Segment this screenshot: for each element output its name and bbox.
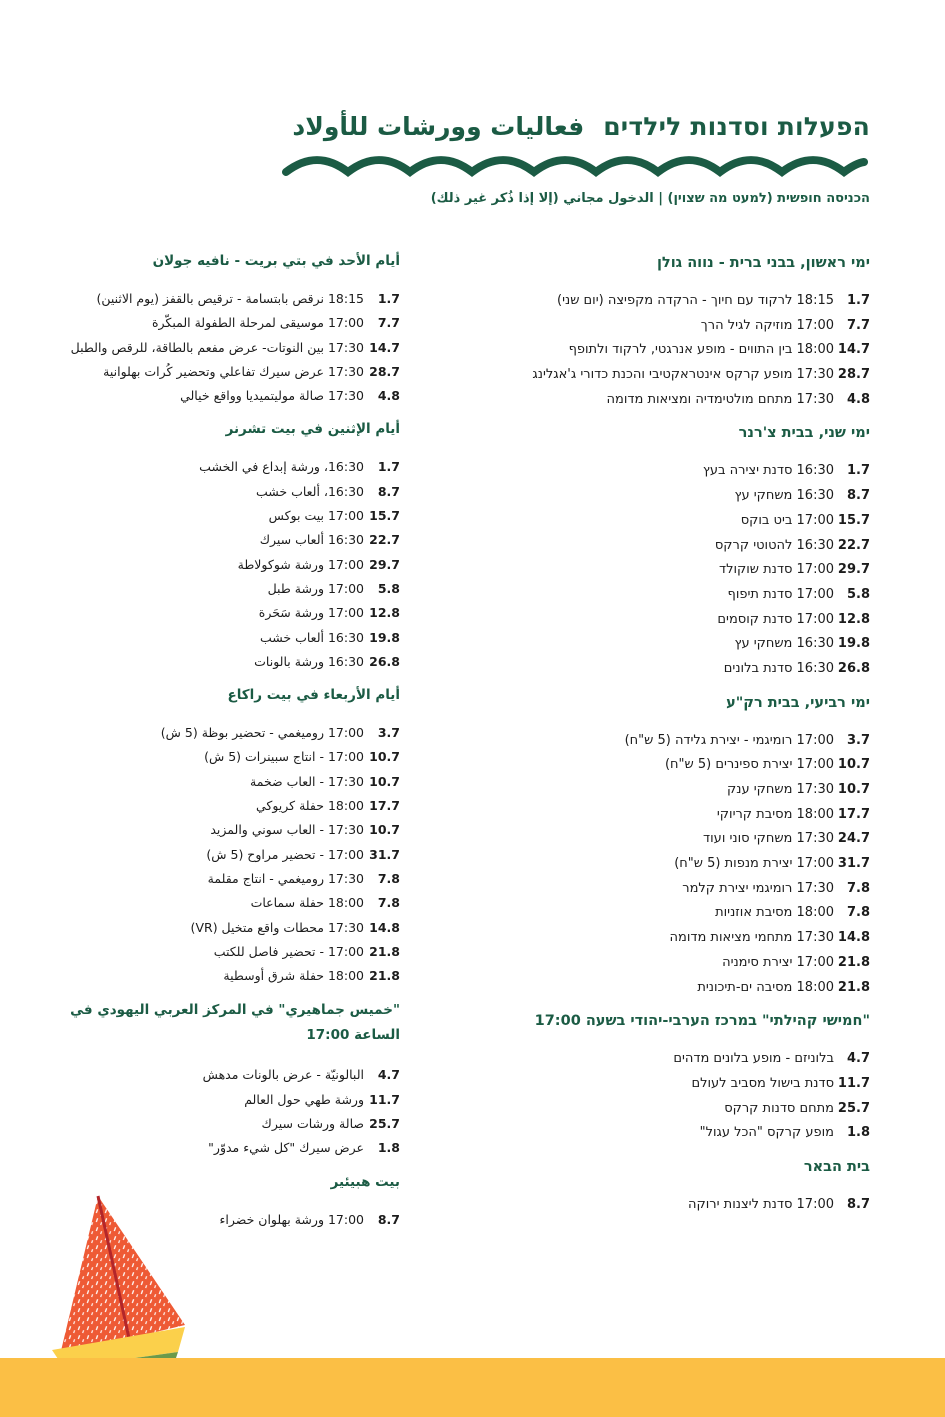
schedule-row xyxy=(470,976,870,1001)
event-date: 26.8 xyxy=(369,653,400,669)
arabic-column xyxy=(35,250,400,1242)
event-description: 17:00 סדנת קוסמים xyxy=(717,611,834,627)
bottom-color-band xyxy=(0,1358,945,1417)
schedule-row xyxy=(470,363,870,388)
section-title: أيام الإثنين في بيت تشرنر xyxy=(225,421,400,438)
event-date: 11.7 xyxy=(837,1075,870,1091)
event-date: 3.7 xyxy=(377,725,400,741)
event-date: 10.7 xyxy=(369,749,400,765)
event-description: 17:00 ورشة سَحَرة xyxy=(258,605,364,621)
event-date: 10.7 xyxy=(837,757,870,773)
event-description: 16:30 ألعاب خشب xyxy=(259,629,364,645)
section-title: بيت هبيئير xyxy=(330,1173,400,1190)
event-description: 16:30 משחקי עץ xyxy=(734,488,834,504)
event-description: ورشة طهي حول العالم xyxy=(244,1091,364,1107)
schedule-row xyxy=(470,827,870,852)
event-description: 18:00 حفلة سماعات xyxy=(250,895,364,911)
event-description: 17:30 מתחם מולטימדיה ומציאות מדומה xyxy=(606,391,834,407)
event-description: 17:00 מוזיקה לגיל הרך xyxy=(700,317,834,333)
event-description: 16:30، ألعاب خشب xyxy=(255,483,364,499)
event-date: 3.7 xyxy=(846,732,870,748)
section-title: ימי ראשון, בבני ברית - נווה גולן xyxy=(656,255,870,271)
event-date: 4.8 xyxy=(846,391,870,407)
entry-note: הכניסה חופשית (למעט מה שצוין) | الدخول مجاني (إلا إذا ذُكر غير ذلك) xyxy=(430,191,870,206)
event-description: صالة ورشات سيرك xyxy=(261,1116,364,1132)
event-date: 11.7 xyxy=(369,1091,400,1107)
event-date: 26.8 xyxy=(837,660,870,676)
event-description: 18:15 نرقص بابتسامة - ترقيص بالقفز (يوم الاثنين) xyxy=(96,291,364,306)
event-date: 7.7 xyxy=(377,315,400,331)
event-date: 8.7 xyxy=(377,483,400,499)
event-description: 18:00 בין התווים - מופע אנרגטי, לרקוד ולתופף xyxy=(568,342,834,358)
event-date: 10.7 xyxy=(837,782,870,797)
event-description: 17:00 - تحضير فاصل للكتب xyxy=(213,943,364,959)
section-title: أيام الأربعاء في بيت راكاع xyxy=(227,687,400,704)
event-description: 17:30 מופע קרקס אינטראקטיבי והכנת כדורי ג'אגלינג xyxy=(532,367,834,383)
schedule-row xyxy=(470,901,870,926)
event-description: בלוניזם - מופע בלונים מדהים xyxy=(673,1051,834,1067)
event-date: 22.7 xyxy=(837,537,870,553)
schedule-section xyxy=(470,1010,870,1146)
event-description: 18:00 מסיבת קריוקי xyxy=(716,806,834,822)
schedule-row xyxy=(470,459,870,484)
event-description: 17:30 - العاب سوني والمزيد xyxy=(210,822,364,838)
event-date: 21.8 xyxy=(837,979,870,995)
page-title xyxy=(70,112,870,141)
event-description: 17:30 רומיגמי יצירת קלמר xyxy=(682,880,834,896)
event-description: 18:15 לרקוד עם חיוך - הרקדה מקפיצה (יום שני) xyxy=(557,293,834,308)
event-description: 17:30 - العاب ضخمة xyxy=(250,773,364,789)
schedule-row xyxy=(35,577,400,601)
event-description: 18:00 מסיבת אוזניות xyxy=(715,905,834,921)
event-description: 17:00 סדנת תיפוף xyxy=(727,586,834,602)
schedule-row xyxy=(35,940,400,964)
schedule-section xyxy=(470,1156,870,1218)
schedule-row xyxy=(470,1121,870,1146)
event-description: 17:00 بيت بوكس xyxy=(268,508,364,524)
schedule-row xyxy=(470,1047,870,1072)
event-date: 7.8 xyxy=(377,895,400,911)
schedule-row xyxy=(35,818,400,842)
event-date: 8.7 xyxy=(846,488,870,504)
event-date: 31.7 xyxy=(837,856,870,872)
schedule-row xyxy=(470,608,870,633)
event-description: 17:00 יצירת מנפות (5 ש"ח) xyxy=(674,856,834,872)
schedule-row xyxy=(35,528,400,552)
event-description: عرض سيرك "كل شيء مدوّر" xyxy=(208,1140,364,1156)
event-date: 12.8 xyxy=(369,605,400,621)
schedule-row xyxy=(470,534,870,559)
event-date: 10.7 xyxy=(369,822,400,838)
event-date: 1.7 xyxy=(377,291,400,306)
schedule-row xyxy=(470,583,870,608)
event-description: 17:00 ورشة بهلوان خضراء xyxy=(219,1211,364,1227)
event-description: 17:30 عرض سيرك تفاعلي وتحضير كُرات بهلوانية xyxy=(103,363,364,379)
event-date: 14.8 xyxy=(369,919,400,935)
schedule-row xyxy=(470,951,870,976)
event-description: 17:00 סדנת שוקולד xyxy=(718,562,834,578)
event-date: 22.7 xyxy=(369,532,400,548)
title-hebrew: הפעלות וסדנות לילדים xyxy=(603,112,870,141)
wave-decoration xyxy=(282,150,868,180)
schedule-row xyxy=(470,632,870,657)
event-date: 29.7 xyxy=(369,556,400,572)
event-date: 1.8 xyxy=(377,1140,400,1156)
event-description: 17:00 סדנת ליצנות ירוקה xyxy=(688,1196,834,1212)
event-description: 16:30 ألعاب سيرك xyxy=(259,532,364,548)
schedule-row xyxy=(35,553,400,577)
event-description: 17:00 יצירת ספינרים (5 ש"ח) xyxy=(664,757,834,773)
schedule-row xyxy=(470,388,870,413)
schedule-row xyxy=(35,1112,400,1136)
schedule-section xyxy=(470,422,870,681)
event-description: 17:30 محطات واقع متخيل (VR) xyxy=(190,919,364,935)
event-description: 16:30 ورشة بالونات xyxy=(254,653,364,669)
section-title: "חמישי קהילתי" במרכז הערבי-יהודי בשעה 17:00 xyxy=(534,1013,870,1030)
schedule-row xyxy=(470,926,870,951)
schedule-row xyxy=(35,891,400,915)
event-description: 16:30 להטוטי קרקס xyxy=(714,537,834,553)
event-date: 8.7 xyxy=(846,1196,870,1212)
event-date: 4.8 xyxy=(377,388,400,404)
schedule-row xyxy=(35,650,400,674)
schedule-section xyxy=(35,684,400,988)
schedule-row xyxy=(35,336,400,360)
event-date: 24.7 xyxy=(837,831,870,847)
event-description: 17:00 ביט בוקס xyxy=(740,512,834,528)
event-date: 28.7 xyxy=(369,363,400,379)
schedule-row xyxy=(470,314,870,339)
event-date: 19.8 xyxy=(837,636,870,652)
event-date: 14.7 xyxy=(837,342,870,358)
event-date: 21.8 xyxy=(369,943,400,959)
event-date: 10.7 xyxy=(369,773,400,789)
section-title: בית הבאר xyxy=(803,1158,870,1175)
event-date: 21.8 xyxy=(837,954,870,970)
event-date: 15.7 xyxy=(837,512,870,528)
schedule-row xyxy=(470,778,870,803)
section-title: "خميس جماهيري" في المركز العربي اليهودي في الساعة 17:00 xyxy=(70,1002,400,1044)
event-date: 7.7 xyxy=(846,317,870,333)
event-date: 5.8 xyxy=(377,580,400,596)
schedule-row xyxy=(470,1097,870,1122)
schedule-row xyxy=(35,721,400,745)
event-date: 1.7 xyxy=(846,293,870,308)
event-date: 7.8 xyxy=(846,905,870,921)
event-description: 17:00 יצירת סימניה xyxy=(722,954,834,970)
event-description: 16:30 סדנת בלונים xyxy=(723,660,834,676)
section-title: ימי רביעי, בבית רק"ע xyxy=(726,694,870,711)
schedule-row xyxy=(470,753,870,778)
schedule-section xyxy=(470,252,870,412)
event-date: 17.7 xyxy=(369,798,400,814)
event-description: 18:00 מסיבה ים-תיכונית xyxy=(697,979,834,995)
event-date: 25.7 xyxy=(369,1116,400,1132)
schedule-row xyxy=(470,484,870,509)
event-date: 7.8 xyxy=(377,870,400,886)
event-date: 21.8 xyxy=(369,968,400,984)
event-description: סדנת בישול מסביב לעולם xyxy=(691,1075,834,1091)
event-description: 17:00 ورشة شوكولاطة xyxy=(237,556,364,572)
schedule-row xyxy=(470,729,870,754)
event-date: 8.7 xyxy=(377,1211,400,1227)
event-date: 14.8 xyxy=(837,930,870,946)
schedule-row xyxy=(470,877,870,902)
schedule-row xyxy=(35,455,400,479)
event-description: 17:00 موسيقى لمرحلة الطفولة المبكّرة xyxy=(151,315,364,331)
event-description: 16:30 משחקי עץ xyxy=(734,636,834,652)
schedule-row xyxy=(470,1193,870,1218)
event-description: מופע קרקס "הכל עגול" xyxy=(699,1125,834,1141)
event-date: 29.7 xyxy=(837,562,870,578)
schedule-row xyxy=(35,964,400,988)
event-date: 4.7 xyxy=(846,1051,870,1067)
schedule-row xyxy=(35,360,400,384)
event-date: 12.8 xyxy=(837,611,870,627)
schedule-row xyxy=(35,287,400,311)
schedule-row xyxy=(35,916,400,940)
schedule-section xyxy=(35,250,400,408)
event-date: 7.8 xyxy=(846,880,870,896)
event-description: 17:30 מתחמי מציאות מדומה xyxy=(669,930,834,946)
event-description: 18:00 حفلة كريوكي xyxy=(255,798,364,814)
schedule-row xyxy=(35,867,400,891)
schedule-row xyxy=(470,338,870,363)
event-description: 18:00 حفلة شرق أوسطية xyxy=(223,968,364,984)
schedule-row xyxy=(35,745,400,769)
event-date: 28.7 xyxy=(837,367,870,383)
schedule-row xyxy=(470,803,870,828)
schedule-row xyxy=(35,480,400,504)
schedule-row xyxy=(470,657,870,682)
event-description: 17:00 ورشة طبل xyxy=(267,580,364,596)
event-description: 17:00 רומיגמי - יצירת גלידה (5 ש"ח) xyxy=(624,732,834,748)
event-description: 17:30 صالة موليتميديا وواقع خيالي xyxy=(180,388,364,404)
event-date: 17.7 xyxy=(837,806,870,822)
schedule-row xyxy=(35,601,400,625)
sailboat-illustration xyxy=(50,1190,200,1385)
event-description: 17:30 משחקי סוני ועוד xyxy=(703,831,834,847)
event-date: 1.8 xyxy=(846,1125,870,1141)
schedule-row xyxy=(35,1136,400,1160)
schedule-section xyxy=(470,692,870,1001)
event-date: 15.7 xyxy=(369,508,400,524)
schedule-section xyxy=(35,998,400,1160)
event-description: 17:30 بين النوتات- عرض مفعم بالطاقة، للرقص والطبل xyxy=(70,339,364,355)
event-description: מתחם סדנות קרקס xyxy=(724,1100,834,1116)
event-description: 17:00 روميغمي - تحضير بوظة (5 ش) xyxy=(160,725,364,741)
schedule-row xyxy=(35,770,400,794)
event-description: 16:30 סדנת יצירה בעץ xyxy=(702,463,834,479)
schedule-row xyxy=(470,509,870,534)
schedule-section xyxy=(35,418,400,674)
schedule-row xyxy=(35,504,400,528)
schedule-row xyxy=(35,1088,400,1112)
schedule-row xyxy=(35,794,400,818)
hebrew-column xyxy=(470,252,870,1228)
event-description: 17:00 - انتاج سبينرات (5 ش) xyxy=(204,749,364,765)
schedule-row xyxy=(35,843,400,867)
event-date: 4.7 xyxy=(377,1067,400,1083)
event-date: 1.7 xyxy=(377,459,400,475)
event-description: 17:30 משחקי ענק xyxy=(727,782,834,797)
event-date: 1.7 xyxy=(846,463,870,479)
event-description: 16:30، ورشة إبداع في الخشب xyxy=(199,459,364,475)
event-description: 17:30 روميغمي - انتاج مقلمة xyxy=(207,870,364,886)
event-date: 31.7 xyxy=(369,846,400,862)
section-title: ימי שני, בבית צ'רנר xyxy=(738,425,870,442)
event-description: البالونيّة - عرض بالونات مدهش xyxy=(202,1067,364,1083)
schedule-row xyxy=(35,1063,400,1087)
section-title: أيام الأحد في بتي بريت - نافيه جولان xyxy=(152,253,400,269)
title-arabic: فعاليات وورشات للأولاد xyxy=(292,112,585,141)
schedule-row xyxy=(470,558,870,583)
event-date: 25.7 xyxy=(837,1100,870,1116)
event-date: 5.8 xyxy=(846,586,870,602)
schedule-row xyxy=(470,1072,870,1097)
schedule-row xyxy=(35,626,400,650)
event-description: 17:00 - تحضير مراوح (5 ش) xyxy=(206,846,364,862)
schedule-row xyxy=(35,311,400,335)
schedule-row xyxy=(470,289,870,314)
event-date: 19.8 xyxy=(369,629,400,645)
event-date: 14.7 xyxy=(369,339,400,355)
schedule-row xyxy=(35,384,400,408)
schedule-row xyxy=(470,852,870,877)
